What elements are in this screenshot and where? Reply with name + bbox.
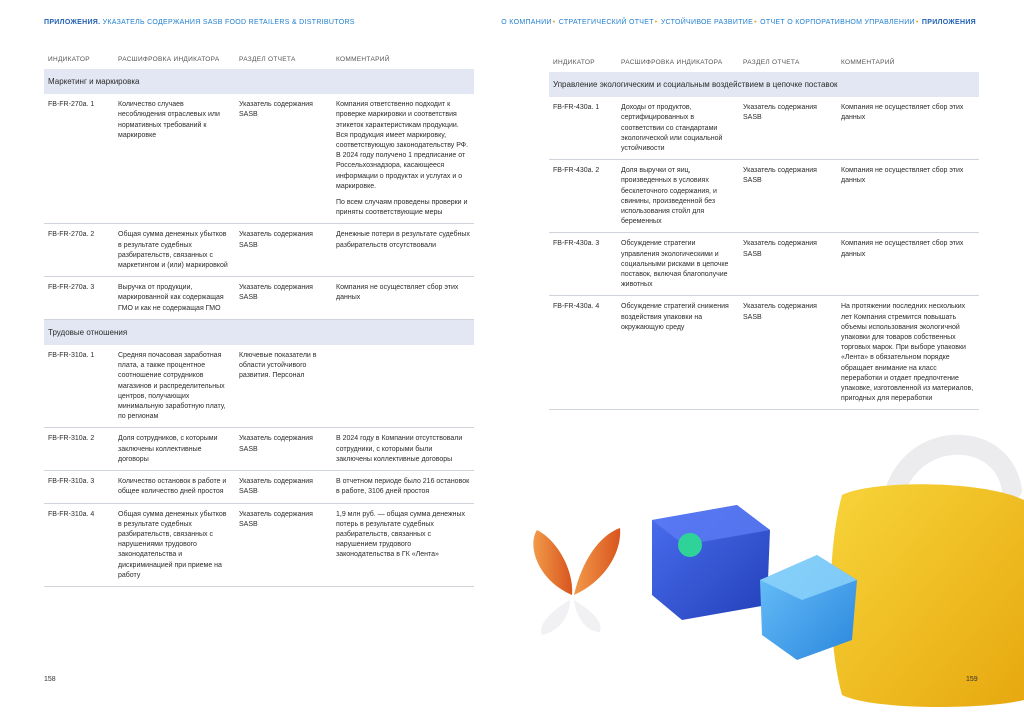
indicator-description: Доходы от продуктов, сертифицированных в соответствии со стандартами экологической или социальной устойчивости [617, 97, 739, 160]
nav-item-appendices[interactable]: ПРИЛОЖЕНИЯ [921, 19, 976, 26]
indicator-code: FB-FR-270a. 3 [44, 277, 114, 320]
page-number-right: 159 [966, 676, 978, 683]
report-section: Указатель содержания SASB [739, 97, 837, 160]
sasb-table-right [549, 55, 979, 410]
indicator-code: FB-FR-270a. 2 [44, 224, 114, 277]
indicator-description: Количество случаев несоблюдения отраслевых или нормативных требований к маркировке [114, 94, 235, 224]
report-section: Указатель содержания SASB [739, 233, 837, 296]
comment-text: Компания не осуществляет сбор этих данных [336, 284, 459, 302]
header-comment: КОММЕНТАРИЙ [336, 56, 390, 63]
nav-separator: • [915, 19, 919, 26]
indicator-code: FB-FR-310a. 3 [44, 471, 114, 503]
header-description: РАСШИФРОВКА ИНДИКАТОРА [118, 56, 220, 63]
header-comment: КОММЕНТАРИЙ [841, 59, 895, 66]
comment-text: На протяжении последних нескольких лет Компания стремится повышать объемы использования экологичной упаковки для товаров собственных торговых марок. При выборе упаковки «Лента» в обязательном порядке обращает внимание на класс переработки и отдает предпочтение упаковке, изготовленной из материалов, пригодных для переработки [837, 296, 979, 410]
comment-text: Компания не осуществляет сбор этих данных [837, 233, 979, 296]
indicator-code: FB-FR-270a. 1 [44, 94, 114, 224]
comment-cell [332, 224, 474, 277]
comment-text: Компания ответственно подходит к проверке маркировки и соответствия этикеток характеристикам продукции. Вся продукция имеет маркировку, соответствующую законодательству РФ. В 2024 году получено 1 предписание от Россельхознадзора, касающееся информации о продуктах и услугах и о маркировке. [336, 101, 469, 190]
nav-separator: • [552, 19, 556, 26]
breadcrumb-title: УКАЗАТЕЛЬ СОДЕРЖАНИЯ SASB FOOD RETAILERS & DISTRIBUTORS [102, 19, 355, 26]
nav-item-corporate-governance[interactable]: ОТЧЕТ О КОРПОРАТИВНОМ УПРАВЛЕНИИ [760, 19, 915, 26]
table-header [44, 52, 474, 69]
table-row [549, 160, 979, 233]
sasb-table-left [44, 52, 474, 587]
nav-item-about[interactable]: О КОМПАНИИ [501, 19, 552, 26]
nav-separator: • [654, 19, 658, 26]
table-row [44, 428, 474, 471]
blue-cube-icon [652, 505, 770, 620]
indicator-description: Общая сумма денежных убытков в результате судебных разбирательств, связанных с нарушениями трудового законодательства и дискриминацией при приеме на работу [114, 503, 235, 586]
nav-separator: • [754, 19, 757, 26]
report-section: Указатель содержания SASB [235, 503, 332, 586]
table-row [549, 97, 979, 160]
section-title: Трудовые отношения [44, 319, 474, 345]
breadcrumb [44, 19, 355, 26]
table-row [44, 277, 474, 320]
header-report-section: РАЗДЕЛ ОТЧЕТА [743, 59, 800, 66]
comment-text: 1,9 млн руб. — общая сумма денежных потерь в результате судебных разбирательств, связанных с нарушением трудового законодательства в ГК «Лента» [336, 510, 466, 559]
indicator-code: FB-FR-430a. 4 [549, 296, 617, 410]
section-row [44, 69, 474, 94]
comment-cell [332, 345, 474, 428]
report-section: Указатель содержания SASB [739, 296, 837, 410]
header-report-section: РАЗДЕЛ ОТЧЕТА [239, 56, 296, 63]
orange-leaves-icon [533, 528, 620, 635]
nav-item-sustainability[interactable]: УСТОЙЧИВОЕ РАЗВИТИЕ [660, 19, 754, 26]
indicator-code: FB-FR-310a. 2 [44, 428, 114, 471]
indicator-code: FB-FR-310a. 1 [44, 345, 114, 428]
top-navigation [501, 19, 976, 26]
section-title: Управление экологическим и социальным воздействием в цепочке поставок [549, 72, 979, 97]
comment-cell [332, 503, 474, 586]
report-section: Указатель содержания SASB [235, 224, 332, 277]
comment-text: Денежные потери в результате судебных разбирательств отсутствовали [336, 231, 470, 249]
section-row [44, 319, 474, 345]
section-row [549, 72, 979, 97]
report-section: Указатель содержания SASB [235, 471, 332, 503]
table-row [44, 503, 474, 586]
comment-text: В 2024 году в Компании отсутствовали сотрудники, с которыми были заключены коллективные договоры [336, 435, 463, 463]
indicator-code: FB-FR-430a. 2 [549, 160, 617, 233]
comment-text: В отчетном периоде было 216 остановок в работе, 3106 дней простоя [336, 478, 470, 496]
indicator-description: Обсуждение стратегий снижения воздействия упаковки на окружающую среду [617, 296, 739, 410]
comment-text: Компания не осуществляет сбор этих данных [837, 97, 979, 160]
indicator-code: FB-FR-430a. 3 [549, 233, 617, 296]
table-row [44, 471, 474, 503]
indicator-description: Средняя почасовая заработная плата, а также процентное соотношение сотрудников магазинов и распределительных центров, получающих минимальную заработную плату, по регионам [114, 345, 235, 428]
indicator-code: FB-FR-430a. 1 [549, 97, 617, 160]
comment-cell [332, 277, 474, 320]
header-description: РАСШИФРОВКА ИНДИКАТОРА [621, 59, 723, 66]
indicator-description: Количество остановок в работе и общее количество дней простоя [114, 471, 235, 503]
indicator-code: FB-FR-310a. 4 [44, 503, 114, 586]
section-title: Маркетинг и маркировка [44, 69, 474, 94]
indicator-description: Доля сотрудников, с которыми заключены коллективные договоры [114, 428, 235, 471]
report-section: Указатель содержания SASB [235, 428, 332, 471]
indicator-description: Обсуждение стратегии управления экологическими и социальными рисками в цепочке поставок, включая благополучие животных [617, 233, 739, 296]
indicator-description: Доля выручки от яиц, произведенных в условиях бесклеточного содержания, и свинины, произведенной без использования стойл для беременных [617, 160, 739, 233]
table-row [44, 94, 474, 224]
table-row [44, 224, 474, 277]
table-row [549, 296, 979, 410]
decorative-illustration [512, 410, 1024, 723]
comment-text: Компания не осуществляет сбор этих данных [837, 160, 979, 233]
comment-cell [332, 94, 474, 224]
page-number-left: 158 [44, 676, 56, 683]
header-indicator: ИНДИКАТОР [553, 59, 595, 66]
comment-cell [332, 428, 474, 471]
indicator-description: Выручка от продукции, маркированной как содержащая ГМО и как не содержащая ГМО [114, 277, 235, 320]
table-row [549, 233, 979, 296]
yellow-bag-icon [831, 484, 1024, 707]
indicator-description: Общая сумма денежных убытков в результате судебных разбирательств, связанных с маркетингом и (или) маркировкой [114, 224, 235, 277]
nav-item-strategic-report[interactable]: СТРАТЕГИЧЕСКИЙ ОТЧЕТ [558, 19, 654, 26]
report-section: Указатель содержания SASB [739, 160, 837, 233]
breadcrumb-section[interactable]: ПРИЛОЖЕНИЯ. [44, 19, 101, 26]
table-row [44, 345, 474, 428]
report-section: Указатель содержания SASB [235, 94, 332, 224]
report-section: Указатель содержания SASB [235, 277, 332, 320]
comment-cell [332, 471, 474, 503]
header-indicator: ИНДИКАТОР [48, 56, 90, 63]
report-section[interactable]: Ключевые показатели в области устойчивого развития. Персонал [235, 345, 332, 428]
comment-text: По всем случаям проведены проверки и приняты соответствующие меры [336, 199, 468, 217]
table-header [549, 55, 979, 72]
